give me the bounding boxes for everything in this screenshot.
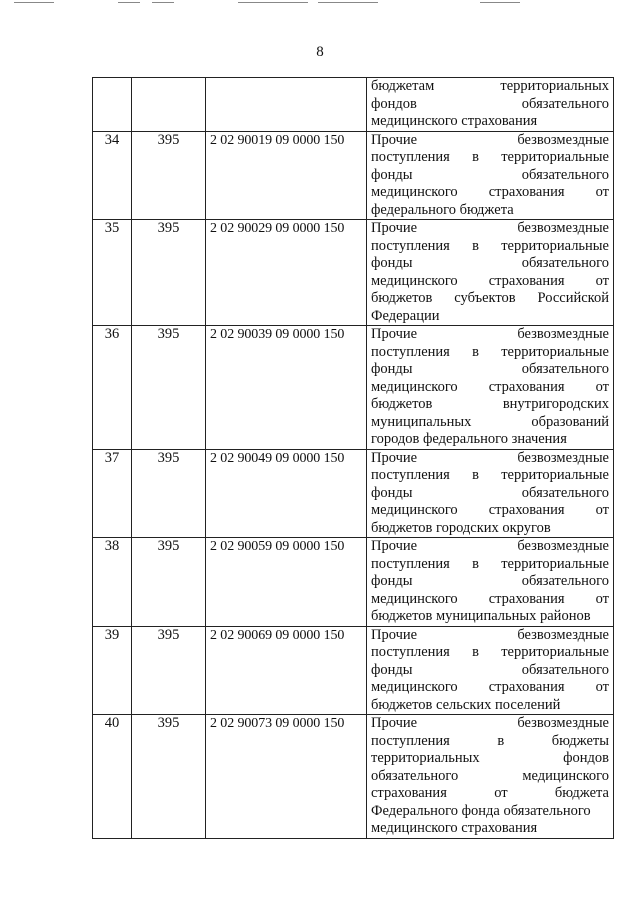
cell-number: 36	[93, 326, 132, 450]
name-word: субъектов	[454, 290, 516, 306]
table-row	[93, 538, 614, 627]
budget-codes-table	[92, 77, 614, 839]
cell-budget-code: 2 02 90073 09 0000 150	[206, 715, 367, 839]
name-line	[371, 379, 609, 397]
name-line	[371, 396, 609, 414]
name-line	[371, 255, 609, 273]
name-word: от	[595, 679, 609, 695]
name-word: обязательного	[521, 484, 609, 501]
name-word: обязательного	[521, 361, 609, 377]
name-word: страхования	[488, 590, 565, 607]
cell-admin-code: 395	[132, 326, 206, 450]
name-word: в	[472, 149, 479, 165]
name-line	[371, 627, 609, 645]
cell-name	[367, 715, 614, 839]
name-word: медицинского	[522, 767, 609, 784]
name-word: территориальные	[501, 149, 609, 165]
name-word: поступления	[371, 343, 450, 360]
name-word: территориальные	[501, 467, 609, 483]
name-word: страхования	[371, 785, 447, 801]
name-word: Прочие	[371, 131, 418, 148]
name-line	[371, 733, 609, 751]
name-word: поступления	[371, 732, 450, 749]
name-word: Федерального фонда обязательного	[371, 802, 591, 819]
name-word: обязательного	[521, 166, 609, 183]
cell-name	[367, 626, 614, 715]
name-text	[371, 715, 609, 838]
name-line	[371, 238, 609, 256]
cell-number: 37	[93, 449, 132, 538]
name-line	[371, 750, 609, 768]
cell-name	[367, 326, 614, 450]
cell-number: 38	[93, 538, 132, 627]
name-word: обязательного	[521, 573, 609, 589]
name-word: безвозмездные	[517, 326, 609, 342]
name-line	[371, 167, 609, 185]
name-line	[371, 431, 609, 449]
name-word: безвозмездные	[517, 626, 609, 643]
name-word: обязательного	[521, 255, 609, 271]
name-line	[371, 803, 609, 821]
table-row	[93, 449, 614, 538]
name-word: территориальные	[501, 644, 609, 660]
name-line	[371, 591, 609, 609]
name-word: внутригородских	[502, 396, 609, 412]
cell-budget-code: 2 02 90069 09 0000 150	[206, 626, 367, 715]
name-text	[371, 627, 609, 715]
name-line	[371, 520, 609, 538]
name-word: Прочие	[371, 538, 418, 554]
name-line	[371, 308, 609, 326]
name-line	[371, 273, 609, 291]
name-word: фонды	[371, 661, 413, 678]
name-word: бюджетам	[371, 78, 435, 94]
name-word: безвозмездные	[517, 538, 609, 554]
cell-budget-code: 2 02 90059 09 0000 150	[206, 538, 367, 627]
name-word: Прочие	[371, 220, 418, 236]
top-scan-marks	[0, 2, 640, 8]
name-word: бюджета	[554, 785, 609, 801]
cell-budget-code: 2 02 90049 09 0000 150	[206, 449, 367, 538]
name-line	[371, 608, 609, 626]
cell-budget-code: 2 02 90039 09 0000 150	[206, 326, 367, 450]
table-row	[93, 715, 614, 839]
name-word: обязательного	[521, 661, 609, 678]
cell-budget-code	[206, 78, 367, 132]
name-word: фонды	[371, 484, 413, 501]
name-word: территориальные	[501, 555, 609, 572]
name-text	[371, 326, 609, 449]
name-word: бюджетов сельских поселений	[371, 696, 561, 713]
name-word: в	[472, 555, 479, 572]
name-line	[371, 485, 609, 503]
name-line	[371, 662, 609, 680]
name-word: страхования	[488, 502, 565, 518]
name-line	[371, 184, 609, 202]
name-word: фондов	[563, 750, 609, 766]
name-word: Российской	[537, 290, 609, 306]
name-word: страхования	[488, 184, 565, 200]
name-line	[371, 467, 609, 485]
cell-number: 34	[93, 131, 132, 220]
name-line	[371, 113, 609, 131]
cell-budget-code: 2 02 90019 09 0000 150	[206, 131, 367, 220]
name-word: фонды	[371, 361, 413, 377]
cell-admin-code: 395	[132, 538, 206, 627]
name-line	[371, 785, 609, 803]
name-word: бюджетов	[371, 290, 433, 306]
name-text	[371, 450, 609, 538]
name-word: территориальных	[371, 750, 480, 766]
name-word: страхования	[488, 272, 565, 289]
cell-admin-code: 395	[132, 715, 206, 839]
table-row	[93, 626, 614, 715]
cell-admin-code: 395	[132, 131, 206, 220]
name-word: Прочие	[371, 326, 418, 342]
name-line	[371, 679, 609, 697]
name-word: безвозмездные	[517, 449, 609, 466]
name-word: Прочие	[371, 449, 418, 466]
name-word: от	[595, 184, 609, 200]
name-word: в	[472, 467, 479, 483]
name-word: федерального бюджета	[371, 201, 514, 218]
name-line	[371, 556, 609, 574]
name-word: фонды	[371, 255, 413, 271]
name-word: от	[494, 785, 508, 801]
name-word: медицинского	[371, 378, 458, 395]
cell-admin-code: 395	[132, 626, 206, 715]
cell-number: 40	[93, 715, 132, 839]
name-line	[371, 768, 609, 786]
name-word: от	[595, 272, 609, 289]
name-word: в	[472, 237, 479, 254]
cell-budget-code: 2 02 90029 09 0000 150	[206, 220, 367, 326]
name-word: медицинского	[371, 272, 458, 289]
page-number: 8	[316, 44, 324, 60]
name-word: городов федерального значения	[371, 431, 567, 447]
name-word: фонды	[371, 166, 413, 183]
table-row	[93, 220, 614, 326]
name-word: в	[472, 644, 479, 660]
name-word: фонды	[371, 573, 413, 589]
name-line	[371, 149, 609, 167]
name-word: медицинского страхования	[371, 820, 538, 836]
name-word: бюджетов	[371, 396, 433, 412]
cell-number: 35	[93, 220, 132, 326]
name-line	[371, 715, 609, 733]
name-line	[371, 573, 609, 591]
name-word: безвозмездные	[517, 220, 609, 236]
name-line	[371, 820, 609, 838]
name-word: территориальные	[501, 237, 609, 254]
name-word: Федерации	[371, 307, 440, 324]
name-word: медицинского	[371, 502, 458, 518]
cell-admin-code: 395	[132, 449, 206, 538]
name-word: территориальные	[501, 343, 609, 360]
name-line	[371, 697, 609, 715]
name-line	[371, 644, 609, 662]
name-word: от	[595, 502, 609, 518]
name-word: безвозмездные	[517, 131, 609, 148]
name-line	[371, 361, 609, 379]
cell-admin-code	[132, 78, 206, 132]
table-row-continuation	[93, 78, 614, 132]
name-word: поступления	[371, 644, 450, 660]
cell-name	[367, 220, 614, 326]
name-text	[371, 78, 609, 131]
name-word: поступления	[371, 467, 450, 483]
name-word: безвозмездные	[517, 715, 609, 731]
name-word: страхования	[488, 679, 565, 695]
name-word: медицинского	[371, 590, 458, 607]
name-word: медицинского	[371, 184, 458, 200]
name-text	[371, 220, 609, 325]
name-line	[371, 96, 609, 114]
name-word: медицинского страхования	[371, 113, 538, 129]
name-line	[371, 132, 609, 150]
name-word: Прочие	[371, 715, 418, 731]
name-word: муниципальных	[371, 413, 472, 430]
name-line	[371, 290, 609, 308]
name-word: бюджетов городских округов	[371, 519, 551, 536]
name-word: фондов	[371, 95, 417, 112]
name-line	[371, 344, 609, 362]
name-word: Прочие	[371, 626, 418, 643]
cell-number	[93, 78, 132, 132]
table-row	[93, 326, 614, 450]
name-word: медицинского	[371, 679, 458, 695]
name-word: страхования	[488, 378, 565, 395]
table-row	[93, 131, 614, 220]
name-word: бюджеты	[551, 732, 609, 749]
name-line	[371, 502, 609, 520]
name-word: образований	[531, 413, 609, 430]
name-line	[371, 538, 609, 556]
name-text	[371, 132, 609, 220]
name-word: от	[595, 590, 609, 607]
name-word: обязательного	[521, 95, 609, 112]
name-line	[371, 326, 609, 344]
name-word: обязательного	[371, 767, 459, 784]
name-word: в	[497, 732, 505, 749]
name-line	[371, 202, 609, 220]
name-line	[371, 414, 609, 432]
name-line	[371, 220, 609, 238]
name-word: от	[595, 378, 609, 395]
cell-name	[367, 78, 614, 132]
name-word: в	[472, 343, 479, 360]
cell-name	[367, 449, 614, 538]
name-word: поступления	[371, 237, 450, 254]
name-text	[371, 538, 609, 626]
cell-number: 39	[93, 626, 132, 715]
name-word: поступления	[371, 555, 450, 572]
cell-name	[367, 538, 614, 627]
cell-admin-code: 395	[132, 220, 206, 326]
name-word: бюджетов муниципальных районов	[371, 608, 591, 624]
name-line	[371, 78, 609, 96]
name-line	[371, 450, 609, 468]
name-word: территориальных	[500, 78, 609, 94]
name-word: поступления	[371, 149, 450, 165]
cell-name	[367, 131, 614, 220]
